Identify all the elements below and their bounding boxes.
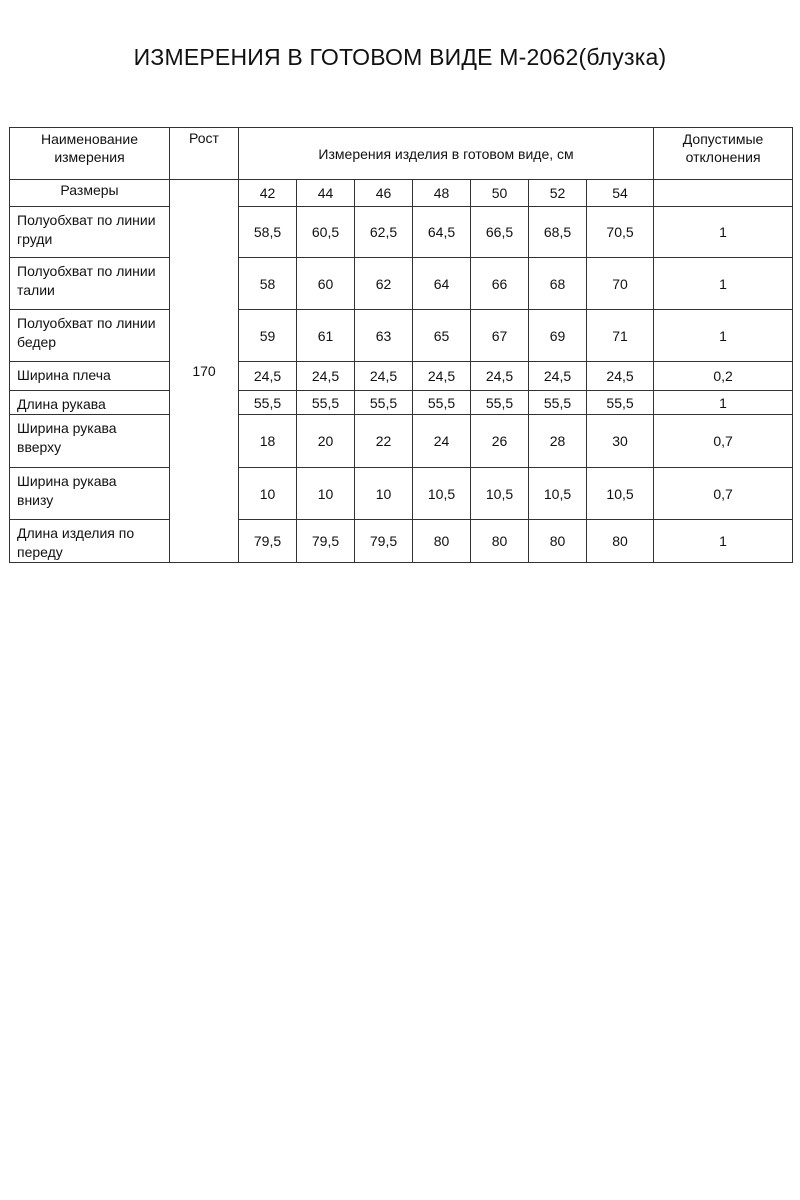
- header-tolerance-line1: Допустимые: [682, 131, 764, 147]
- measurement-name-cell: [10, 258, 170, 310]
- value-cell: 66,5: [471, 207, 529, 258]
- value-cell: 79,5: [239, 520, 297, 563]
- value-cell: 10,5: [471, 468, 529, 520]
- table-row: [10, 207, 793, 258]
- tolerance-cell: 1: [654, 258, 793, 310]
- value-cell: 58: [239, 258, 297, 310]
- value-cell: 24: [413, 415, 471, 468]
- tolerance-cell: 1: [654, 520, 793, 563]
- value-cell: 64,5: [413, 207, 471, 258]
- measurement-name-cell: [10, 362, 170, 391]
- value-cell: 79,5: [355, 520, 413, 563]
- value-cell: 62: [355, 258, 413, 310]
- tolerance-cell: 1: [654, 310, 793, 362]
- size-cell: 44: [297, 180, 355, 207]
- measurements-table: [9, 127, 793, 563]
- measurement-name-cell: [10, 391, 170, 415]
- table-row: [10, 415, 793, 468]
- table-row: [10, 520, 793, 563]
- header-tolerance-line2: отклонения: [685, 149, 761, 165]
- value-cell: 68: [529, 258, 587, 310]
- measurement-name-line: Полуобхват по линии: [17, 263, 156, 279]
- header-tolerance-cell: [654, 128, 793, 180]
- tolerance-cell: 1: [654, 391, 793, 415]
- value-cell: 24,5: [529, 362, 587, 391]
- header-rost-cell: Рост: [170, 128, 239, 180]
- value-cell: 70,5: [587, 207, 654, 258]
- value-cell: 61: [297, 310, 355, 362]
- table-row: [10, 258, 793, 310]
- measurement-name-line: Ширина рукава: [17, 473, 117, 489]
- size-cell: 42: [239, 180, 297, 207]
- measurement-name-line: переду: [17, 544, 63, 560]
- measurement-name-line: внизу: [17, 492, 54, 508]
- measurement-name-line: Полуобхват по линии: [17, 315, 156, 331]
- value-cell: 60,5: [297, 207, 355, 258]
- value-cell: 20: [297, 415, 355, 468]
- value-cell: 24,5: [471, 362, 529, 391]
- header-name-line2: измерения: [54, 149, 125, 165]
- tolerance-cell: 1: [654, 207, 793, 258]
- measurement-name-line: Ширина плеча: [17, 367, 111, 383]
- measurement-name-cell: [10, 468, 170, 520]
- measurement-name-line: Длина изделия по: [17, 525, 135, 541]
- value-cell: 24,5: [239, 362, 297, 391]
- value-cell: 80: [413, 520, 471, 563]
- measurement-name-cell: [10, 415, 170, 468]
- value-cell: 80: [529, 520, 587, 563]
- value-cell: 24,5: [413, 362, 471, 391]
- sizes-label-cell: Размеры: [10, 180, 170, 207]
- measurement-name-cell: [10, 310, 170, 362]
- value-cell: 66: [471, 258, 529, 310]
- value-cell: 55,5: [355, 391, 413, 415]
- value-cell: 67: [471, 310, 529, 362]
- size-cell: 54: [587, 180, 654, 207]
- value-cell: 24,5: [587, 362, 654, 391]
- header-measure-cell: Измерения изделия в готовом виде, см: [239, 128, 654, 180]
- value-cell: 22: [355, 415, 413, 468]
- value-cell: 69: [529, 310, 587, 362]
- value-cell: 60: [297, 258, 355, 310]
- value-cell: 10,5: [587, 468, 654, 520]
- value-cell: 55,5: [297, 391, 355, 415]
- tolerance-cell: 0,7: [654, 468, 793, 520]
- header-name-cell: [10, 128, 170, 180]
- measurement-name-cell: [10, 207, 170, 258]
- header-name-line1: Наименование: [40, 131, 139, 147]
- measurement-name-line: бедер: [17, 334, 57, 350]
- value-cell: 59: [239, 310, 297, 362]
- value-cell: 30: [587, 415, 654, 468]
- value-cell: 80: [587, 520, 654, 563]
- measurement-name-line: Полуобхват по линии: [17, 212, 156, 228]
- value-cell: 18: [239, 415, 297, 468]
- value-cell: 55,5: [471, 391, 529, 415]
- value-cell: 65: [413, 310, 471, 362]
- value-cell: 24,5: [297, 362, 355, 391]
- table-row: [10, 310, 793, 362]
- value-cell: 26: [471, 415, 529, 468]
- size-cell: 52: [529, 180, 587, 207]
- value-cell: 55,5: [239, 391, 297, 415]
- value-cell: 70: [587, 258, 654, 310]
- measurement-name-line: вверху: [17, 439, 62, 455]
- table-row: [10, 362, 793, 391]
- size-cell: 48: [413, 180, 471, 207]
- measurement-name-line: Ширина рукава: [17, 420, 117, 436]
- value-cell: 64: [413, 258, 471, 310]
- value-cell: 79,5: [297, 520, 355, 563]
- value-cell: 10,5: [529, 468, 587, 520]
- table-row: [10, 391, 793, 415]
- measurement-name-line: Длина рукава: [17, 396, 106, 412]
- value-cell: 10: [297, 468, 355, 520]
- value-cell: 71: [587, 310, 654, 362]
- size-cell: 50: [471, 180, 529, 207]
- value-cell: 55,5: [413, 391, 471, 415]
- value-cell: 55,5: [529, 391, 587, 415]
- tolerance-cell: 0,7: [654, 415, 793, 468]
- value-cell: 62,5: [355, 207, 413, 258]
- value-cell: 10: [355, 468, 413, 520]
- header-row: [10, 128, 793, 180]
- table-row: [10, 468, 793, 520]
- value-cell: 55,5: [587, 391, 654, 415]
- document-title: ИЗМЕРЕНИЯ В ГОТОВОМ ВИДЕ М-2062(блузка): [133, 44, 667, 70]
- value-cell: 24,5: [355, 362, 413, 391]
- sizes-row: [10, 180, 793, 207]
- value-cell: 10,5: [413, 468, 471, 520]
- value-cell: 10: [239, 468, 297, 520]
- value-cell: 80: [471, 520, 529, 563]
- value-cell: 63: [355, 310, 413, 362]
- measurement-name-line: груди: [17, 231, 53, 247]
- measurement-name-line: талии: [17, 282, 55, 298]
- measurement-name-cell: [10, 520, 170, 563]
- value-cell: 28: [529, 415, 587, 468]
- value-cell: 68,5: [529, 207, 587, 258]
- size-cell: 46: [355, 180, 413, 207]
- value-cell: 58,5: [239, 207, 297, 258]
- tolerance-cell: 0,2: [654, 362, 793, 391]
- rost-value-cell: 170: [170, 180, 239, 563]
- tolerance-empty-cell: [654, 180, 793, 207]
